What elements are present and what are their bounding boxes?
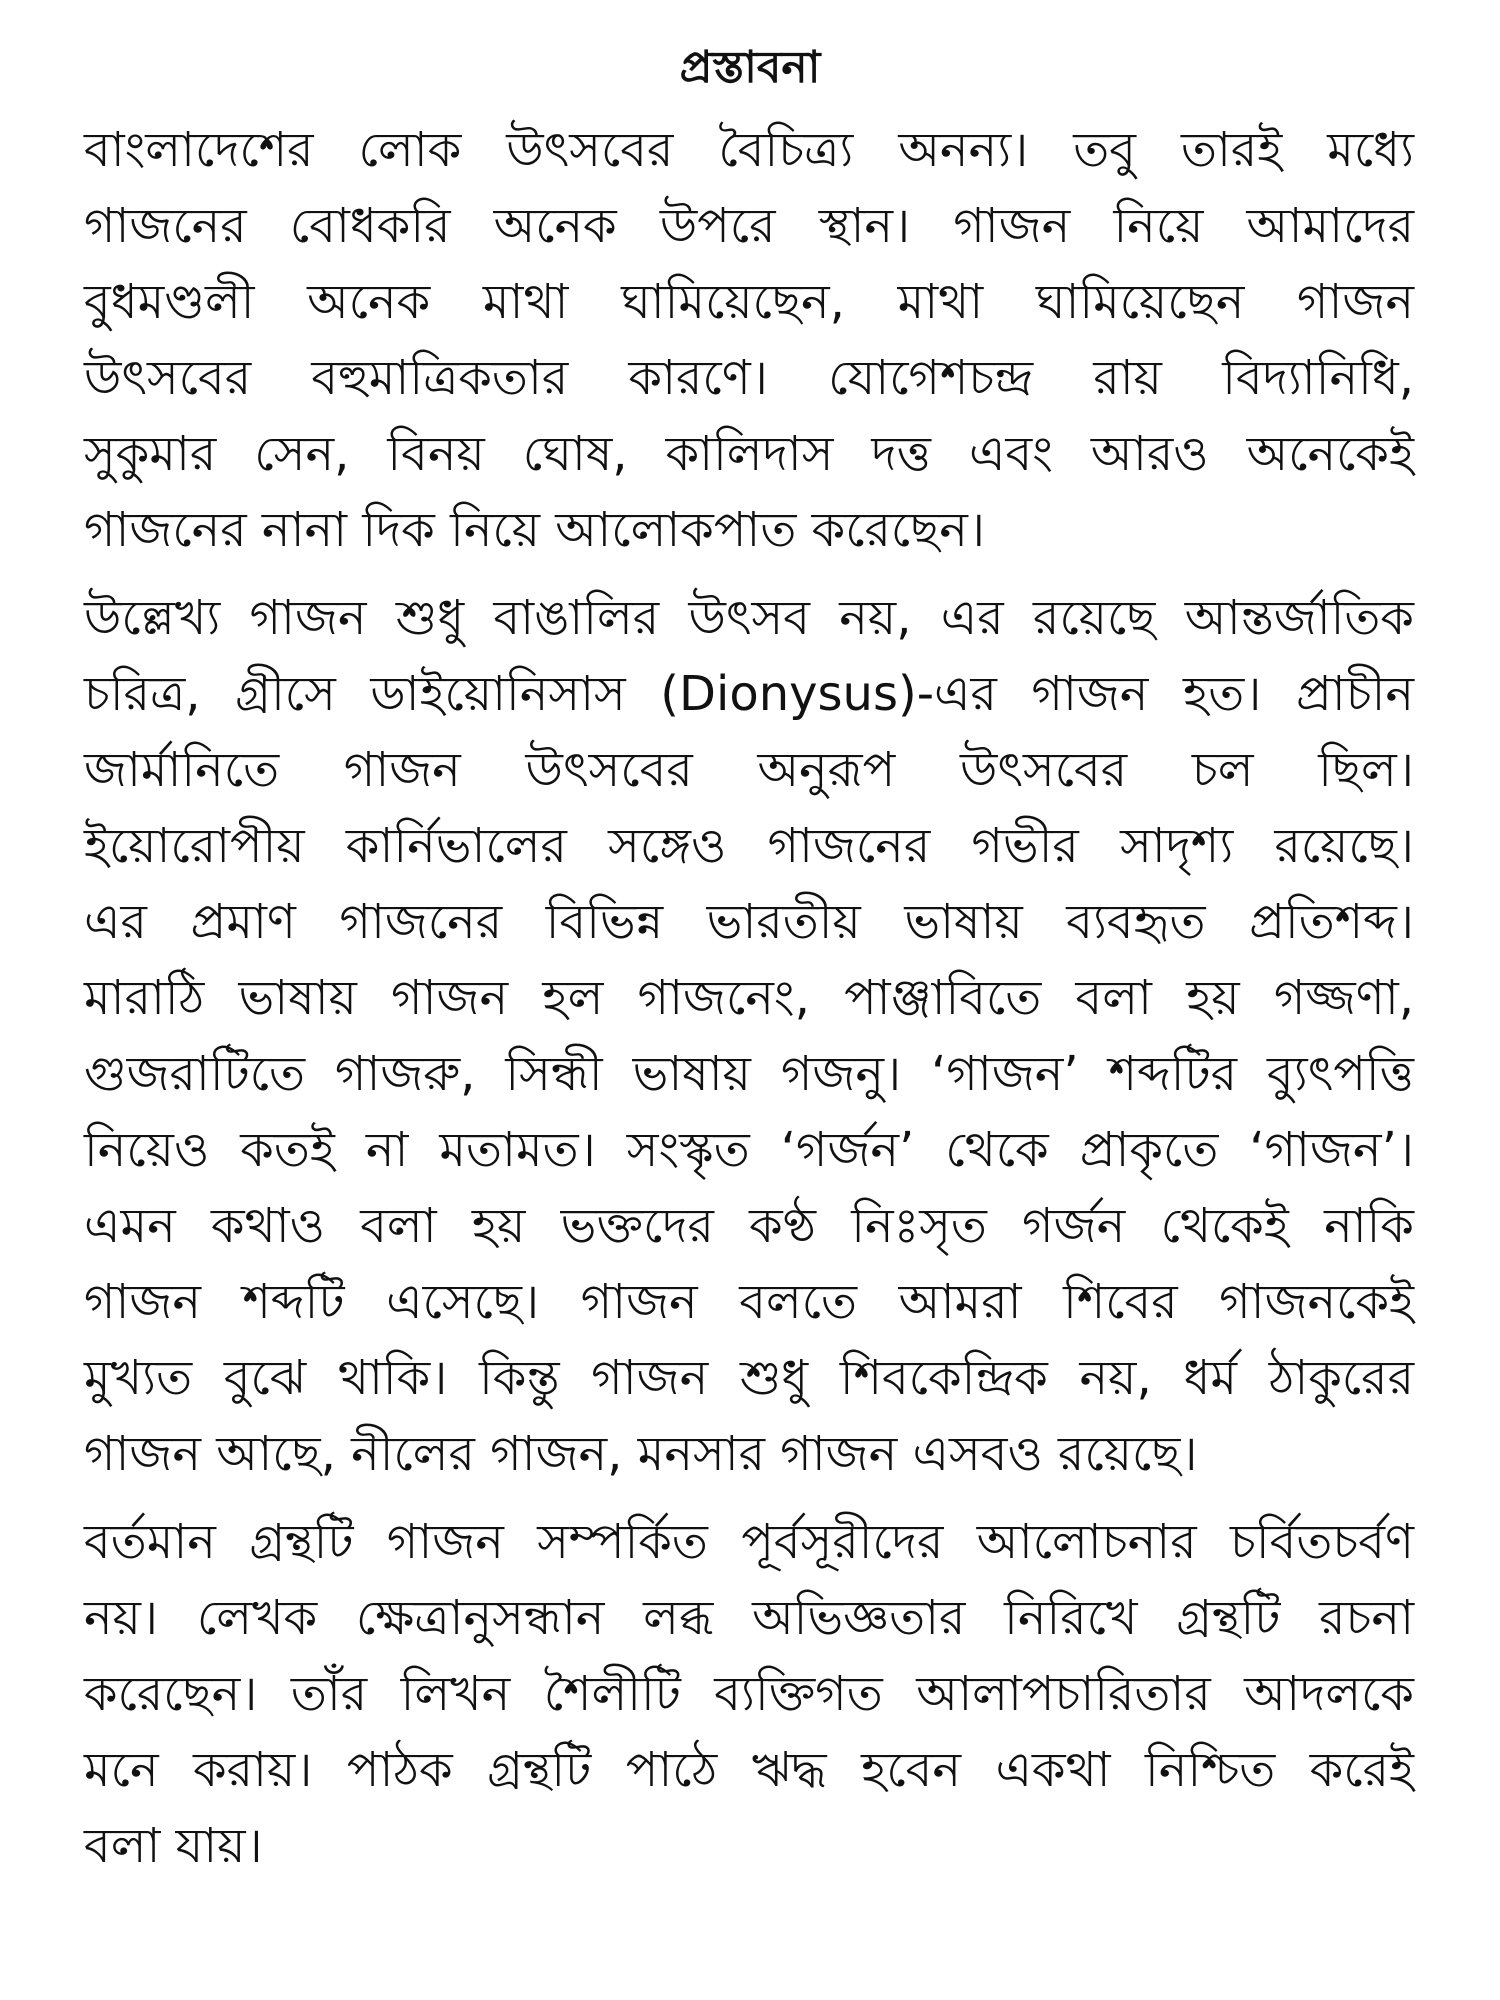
text-line: বাংলাদেশের লোক উৎসবের বৈচিত্র্য অনন্য। তবু তারই মধ্যে (84, 122, 1414, 178)
text-line: করেছেন। তাঁর লিখন শৈলীটি ব্যক্তিগত আলাপচারিতার আদলকে (84, 1666, 1414, 1722)
text-line: মনে করায়। পাঠক গ্রন্থটি পাঠে ঋদ্ধ হবেন একথা নিশ্চিত করেই (84, 1742, 1414, 1798)
text-line: জার্মানিতে গাজন উৎসবের অনুরূপ উৎসবের চল ছিল। (84, 742, 1414, 798)
text-line: উল্লেখ্য গাজন শুধু বাঙালির উৎসব নয়, এর রয়েছে আন্তর্জাতিক (84, 590, 1414, 646)
text-line: বুধমণ্ডলী অনেক মাথা ঘামিয়েছেন, মাথা ঘামিয়েছেন গাজন (84, 274, 1414, 330)
text-line: নয়। লেখক ক্ষেত্রানুসন্ধান লব্ধ অভিজ্ঞতার নিরিখে গ্রন্থটি রচনা (84, 1590, 1414, 1646)
text-line: মুখ্যত বুঝে থাকি। কিন্তু গাজন শুধু শিবকেন্দ্রিক নয়, ধর্ম ঠাকুরের (84, 1350, 1414, 1406)
text-line: এমন কথাও বলা হয় ভক্তদের কণ্ঠ নিঃসৃত গর্জন থেকেই নাকি (84, 1198, 1414, 1254)
text-line: মারাঠি ভাষায় গাজন হল গাজনেং, পাঞ্জাবিতে বলা হয় গজ্জণা, (84, 970, 1414, 1026)
text-line: সুকুমার সেন, বিনয় ঘোষ, কালিদাস দত্ত এবং আরও অনেকেই (84, 426, 1414, 482)
text-line: গাজন শব্দটি এসেছে। গাজন বলতে আমরা শিবের গাজনকেই (84, 1274, 1414, 1330)
text-line: ইয়োরোপীয় কার্নিভালের সঙ্গেও গাজনের গভীর সাদৃশ্য রয়েছে। (84, 818, 1414, 874)
page-title: প্রস্তাবনা (679, 42, 821, 93)
text-line: গাজনের নানা দিক নিয়ে আলোকপাত করেছেন। (84, 502, 986, 558)
text-line: গুজরাটিতে গাজরু, সিন্ধী ভাষায় গজনু। ‘গাজন’ শব্দটির ব্যুৎপত্তি (84, 1046, 1414, 1102)
text-line: বলা যায়। (84, 1818, 263, 1874)
text-line: উৎসবের বহুমাত্রিকতার কারণে। যোগেশচন্দ্র রায় বিদ্যানিধি, (84, 350, 1414, 406)
text-line: গাজন আছে, নীলের গাজন, মনসার গাজন এসবও রয়েছে। (84, 1426, 1198, 1482)
text-line: নিয়েও কতই না মতামত। সংস্কৃত ‘গর্জন’ থেকে প্রাকৃতে ‘গাজন’। (84, 1122, 1414, 1178)
text-line: বর্তমান গ্রন্থটি গাজন সম্পর্কিত পূর্বসূরীদের আলোচনার চর্বিতচর্বণ (84, 1514, 1414, 1570)
text-line: চরিত্র, গ্রীসে ডাইয়োনিসাস (Dionysus)-এর গাজন হত। প্রাচীন (84, 666, 1414, 722)
text-line: এর প্রমাণ গাজনের বিভিন্ন ভারতীয় ভাষায় ব্যবহৃত প্রতিশব্দ। (84, 894, 1414, 950)
text-line: গাজনের বোধকরি অনেক উপরে স্থান। গাজন নিয়ে আমাদের (84, 198, 1414, 254)
